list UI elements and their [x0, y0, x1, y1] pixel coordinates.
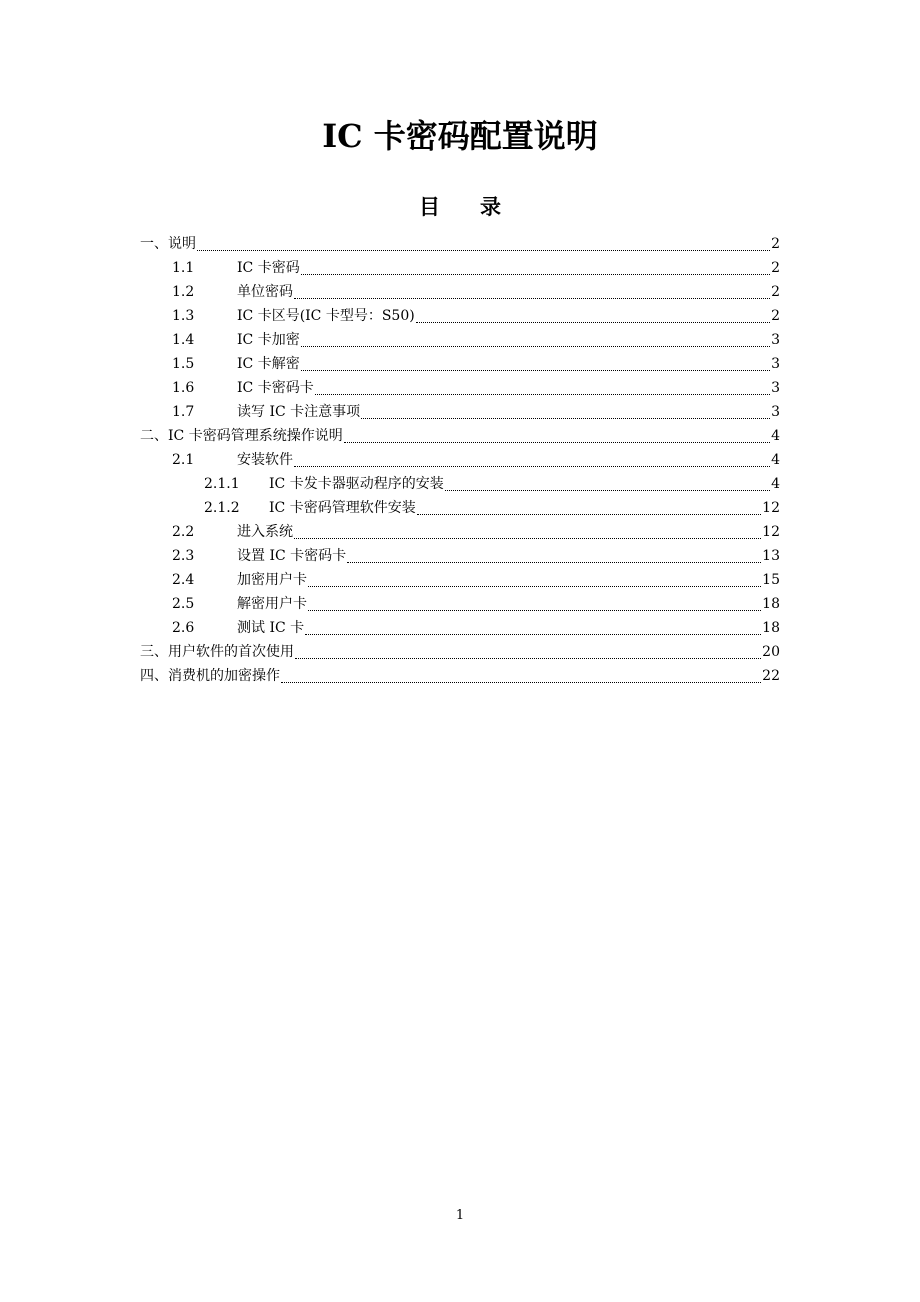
toc-entry-label: 说明: [168, 236, 196, 252]
toc-leader-dots: [301, 326, 770, 347]
toc-entry-label: 解密用户卡: [237, 596, 307, 612]
toc-leader-dots: [294, 278, 770, 299]
toc-entry-page: 4: [771, 476, 780, 492]
toc-entry[interactable]: [140, 280, 780, 304]
toc-entry-number: 四、: [140, 668, 168, 684]
toc-entry-label: IC 卡解密: [237, 356, 300, 372]
toc-entry-page: 4: [771, 452, 780, 468]
toc-entry-page: 3: [771, 356, 780, 372]
toc-entry[interactable]: [140, 664, 780, 688]
page-number: 1: [455, 1208, 465, 1223]
toc-leader-dots: [344, 422, 770, 443]
toc-entry[interactable]: [140, 448, 780, 472]
toc-entry-number: 2.4: [172, 572, 195, 588]
toc-leader-dots: [308, 590, 761, 611]
toc-entry-page: 18: [762, 620, 780, 636]
toc-leader-dots: [445, 470, 770, 491]
toc-entry-page: 2: [771, 284, 780, 300]
toc-entry-page: 13: [762, 548, 780, 564]
toc-entry[interactable]: [140, 232, 780, 256]
document-title: IC 卡密码配置说明: [322, 117, 598, 155]
toc-entry-page: 3: [771, 332, 780, 348]
toc-entry-label: 设置 IC 卡密码卡: [237, 548, 347, 564]
toc-entry-page: 22: [762, 668, 780, 684]
toc-leader-dots: [281, 662, 761, 683]
toc-entry-page: 2: [771, 236, 780, 252]
toc-entry[interactable]: [140, 256, 780, 280]
toc-entry[interactable]: [140, 640, 780, 664]
toc-entry[interactable]: [140, 568, 780, 592]
toc-entry-number: 1.5: [172, 356, 195, 372]
toc-entry-number: 2.3: [172, 548, 195, 564]
toc-leader-dots: [308, 566, 761, 587]
toc-leader-dots: [305, 614, 761, 635]
toc-leader-dots: [301, 254, 770, 275]
toc-entry-number: 2.6: [172, 620, 195, 636]
table-of-contents: [140, 232, 780, 688]
toc-entry-number: 1.3: [172, 308, 195, 324]
toc-entry-page: 2: [771, 308, 780, 324]
toc-entry-number: 三、: [140, 644, 168, 660]
toc-leader-dots: [347, 542, 761, 563]
toc-entry-label: 测试 IC 卡: [237, 620, 305, 636]
toc-leader-dots: [361, 398, 770, 419]
toc-entry-number: 1.6: [172, 380, 195, 396]
toc-entry-number: 2.2: [172, 524, 195, 540]
toc-entry[interactable]: [140, 376, 780, 400]
toc-heading-right: 录: [480, 194, 501, 219]
toc-entry-label: 用户软件的首次使用: [168, 644, 294, 660]
toc-entry-page: 15: [762, 572, 780, 588]
toc-heading: [0, 192, 920, 222]
toc-entry-label: 读写 IC 卡注意事项: [237, 404, 361, 420]
toc-leader-dots: [294, 518, 761, 539]
toc-entry-number: 2.1: [172, 452, 195, 468]
toc-leader-dots: [416, 302, 770, 323]
toc-entry[interactable]: [140, 352, 780, 376]
toc-entry[interactable]: [140, 400, 780, 424]
toc-entry-number: 一、: [140, 236, 168, 252]
toc-entry-page: 20: [762, 644, 780, 660]
toc-entry-number: 2.5: [172, 596, 195, 612]
toc-entry-label: 消费机的加密操作: [168, 668, 280, 684]
toc-entry-page: 12: [762, 500, 780, 516]
toc-entry-label: IC 卡加密: [237, 332, 300, 348]
toc-entry-number: 2.1.2: [204, 500, 240, 516]
toc-entry-label: 单位密码: [237, 284, 293, 300]
toc-entry[interactable]: [140, 496, 780, 520]
toc-entry-number: 2.1.1: [204, 476, 240, 492]
toc-entry[interactable]: [140, 520, 780, 544]
toc-entry-page: 3: [771, 380, 780, 396]
toc-entry-page: 4: [771, 428, 780, 444]
toc-entry[interactable]: [140, 472, 780, 496]
toc-entry-number: 1.7: [172, 404, 195, 420]
toc-entry-label: 进入系统: [237, 524, 293, 540]
toc-entry-label: 安装软件: [237, 452, 293, 468]
toc-leader-dots: [417, 494, 761, 515]
toc-leader-dots: [294, 446, 770, 467]
toc-entry-label: IC 卡密码: [237, 260, 300, 276]
toc-entry[interactable]: [140, 592, 780, 616]
toc-entry-label: IC 卡密码管理软件安装: [269, 500, 416, 516]
toc-leader-dots: [197, 230, 770, 251]
toc-entry-page: 3: [771, 404, 780, 420]
toc-heading-left: 目: [419, 194, 440, 219]
toc-leader-dots: [315, 374, 770, 395]
toc-entry-page: 18: [762, 596, 780, 612]
toc-entry-label: IC 卡密码管理系统操作说明: [168, 428, 343, 444]
toc-leader-dots: [295, 638, 761, 659]
toc-entry[interactable]: [140, 304, 780, 328]
toc-entry[interactable]: [140, 616, 780, 640]
toc-entry-label: IC 卡密码卡: [237, 380, 314, 396]
toc-entry-number: 二、: [140, 428, 168, 444]
toc-entry[interactable]: [140, 424, 780, 448]
toc-entry-label: IC 卡区号(IC 卡型号：S50): [237, 308, 415, 324]
toc-entry-number: 1.2: [172, 284, 195, 300]
toc-leader-dots: [301, 350, 770, 371]
toc-entry-label: 加密用户卡: [237, 572, 307, 588]
toc-entry-page: 12: [762, 524, 780, 540]
toc-entry-label: IC 卡发卡器驱动程序的安装: [269, 476, 444, 492]
toc-entry[interactable]: [140, 328, 780, 352]
toc-entry[interactable]: [140, 544, 780, 568]
toc-entry-number: 1.4: [172, 332, 195, 348]
toc-entry-page: 2: [771, 260, 780, 276]
toc-entry-number: 1.1: [172, 260, 195, 276]
